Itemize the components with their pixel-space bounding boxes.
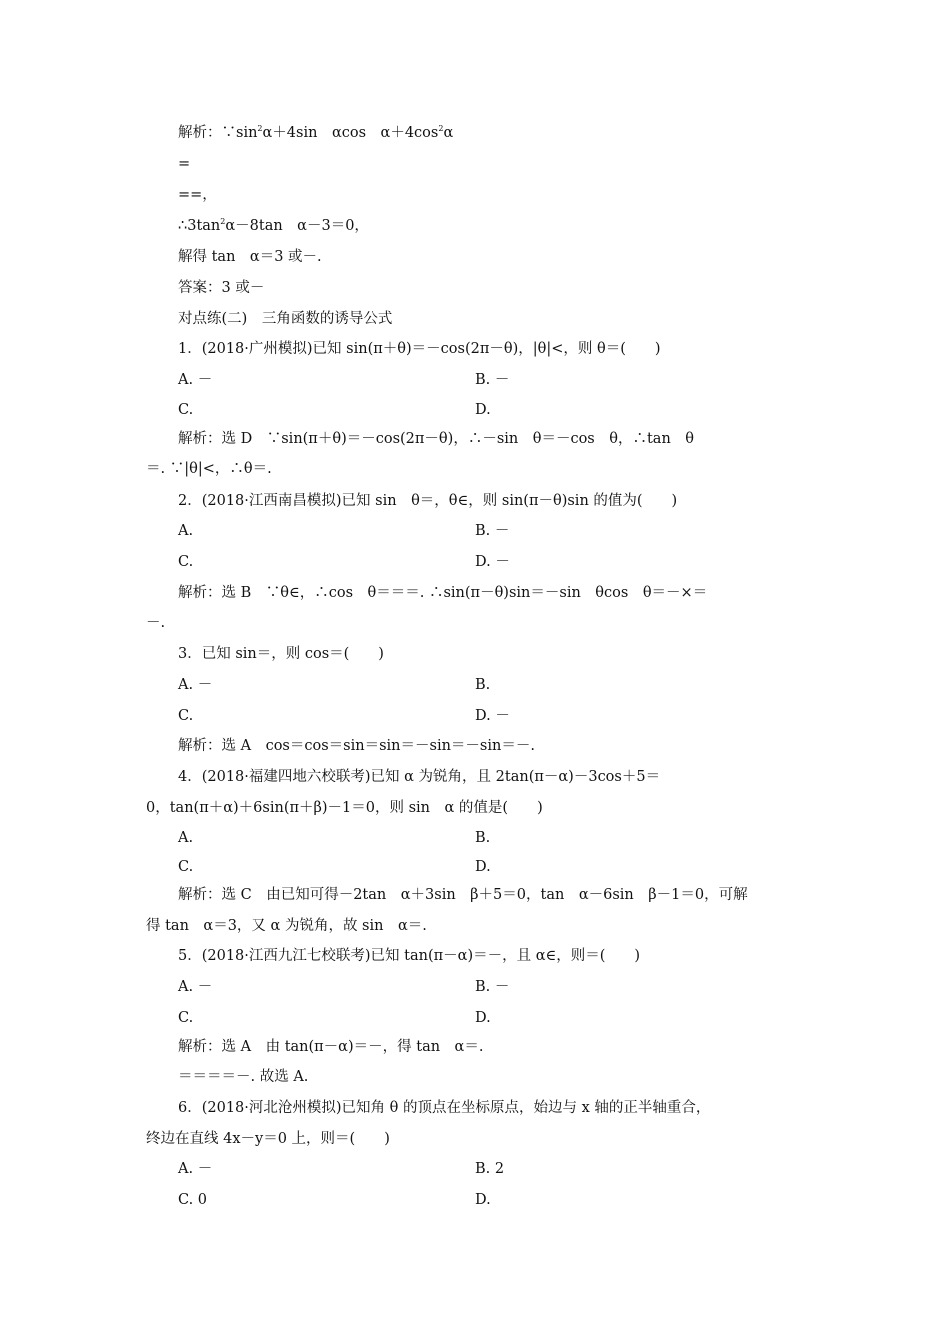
question-6: 6．(2018·河北沧州模拟)已知角 θ 的顶点在坐标原点，始边与 x 轴的正半轴重合， [178, 1100, 711, 1116]
text-line: 解得 tan α＝3 或－. [178, 249, 322, 265]
option-b: B. － [475, 979, 510, 995]
option-d: D. [475, 402, 491, 418]
superscript: 2 [438, 124, 444, 133]
solution-line: 解析：选 D ∵sin(π＋θ)＝－cos(2π－θ)，∴－sin θ＝－cos θ，∴tan θ [178, 431, 695, 447]
text-segment: α＋4sin αcos α＋4cos [262, 125, 439, 141]
question-6-cont: 终边在直线 4x－y＝0 上，则＝( ) [146, 1131, 390, 1147]
option-a: A. － [178, 372, 213, 388]
question-2: 2．(2018·江西南昌模拟)已知 sin θ＝，θ∈，则 sin(π－θ)sin 的值为( ) [178, 493, 678, 509]
option-b: B. [475, 830, 491, 846]
question-4-cont: 0，tan(π＋α)＋6sin(π＋β)－1＝0，则 sin α 的值是( ) [146, 800, 543, 816]
question-4: 4．(2018·福建四地六校联考)已知 α 为锐角，且 2tan(π－α)－3cos＋5＝ [178, 769, 661, 785]
solution-line: 得 tan α＝3，又 α 为锐角，故 sin α＝. [146, 918, 427, 934]
solution-line: 解析：选 B ∵θ∈，∴cos θ＝＝＝. ∴sin(π－θ)sin＝－sin θcos θ＝－×＝ [178, 585, 708, 601]
text-segment: ∴3tan [178, 218, 221, 234]
option-b: B. 2 [475, 1161, 505, 1177]
option-a: A. [178, 830, 194, 846]
option-c: C. [178, 1010, 194, 1026]
superscript: 2 [257, 124, 263, 133]
option-c: C. [178, 402, 194, 418]
option-a: A. [178, 523, 194, 539]
solution-line: 解析：选 A 由 tan(π－α)＝－，得 tan α＝. [178, 1039, 484, 1055]
question-5: 5．(2018·江西九江七校联考)已知 tan(π－α)＝－，且 α∈，则＝( ) [178, 948, 641, 964]
option-c: C. [178, 708, 194, 724]
option-c: C. [178, 859, 194, 875]
option-b: B. [475, 677, 491, 693]
option-d: D. － [475, 708, 510, 724]
option-c: C. [178, 554, 194, 570]
solution-line: 解析：选 A cos＝cos＝sin＝sin＝－sin＝－sin＝－. [178, 738, 535, 754]
solution-line: ＝. ∵|θ|<，∴θ＝. [146, 461, 272, 477]
question-1: 1．(2018·广州模拟)已知 sin(π＋θ)＝－cos(2π－θ)，|θ|<，则 θ＝( ) [178, 341, 661, 357]
answer-line: 答案：3 或－ [178, 280, 265, 296]
solution-line [178, 124, 453, 142]
option-d: D. [475, 859, 491, 875]
superscript: 2 [220, 217, 226, 226]
text-segment: 解析：∵sin [178, 125, 258, 141]
solution-line: 解析：选 C 由已知可得－2tan α＋3sin β＋5＝0，tan α－6sin β－1＝0，可解 [178, 887, 748, 903]
option-b: B. － [475, 372, 510, 388]
solution-line: －. [146, 615, 166, 631]
question-3: 3．已知 sin＝，则 cos＝( ) [178, 646, 384, 662]
option-a: A. － [178, 1161, 213, 1177]
text-segment: α [443, 125, 454, 141]
text-segment: α－8tan α－3＝0， [225, 218, 369, 234]
text-line: = [178, 156, 191, 172]
option-b: B. － [475, 523, 510, 539]
option-d: D. － [475, 554, 510, 570]
solution-line: ＝＝＝＝－. 故选 A. [178, 1069, 309, 1085]
option-d: D. [475, 1192, 491, 1208]
text-line: ==， [178, 187, 217, 203]
option-c: C. 0 [178, 1192, 208, 1208]
solution-line [178, 217, 369, 235]
section-heading: 对点练(二) 三角函数的诱导公式 [178, 311, 393, 327]
option-a: A. － [178, 979, 213, 995]
option-a: A. － [178, 677, 213, 693]
option-d: D. [475, 1010, 491, 1026]
